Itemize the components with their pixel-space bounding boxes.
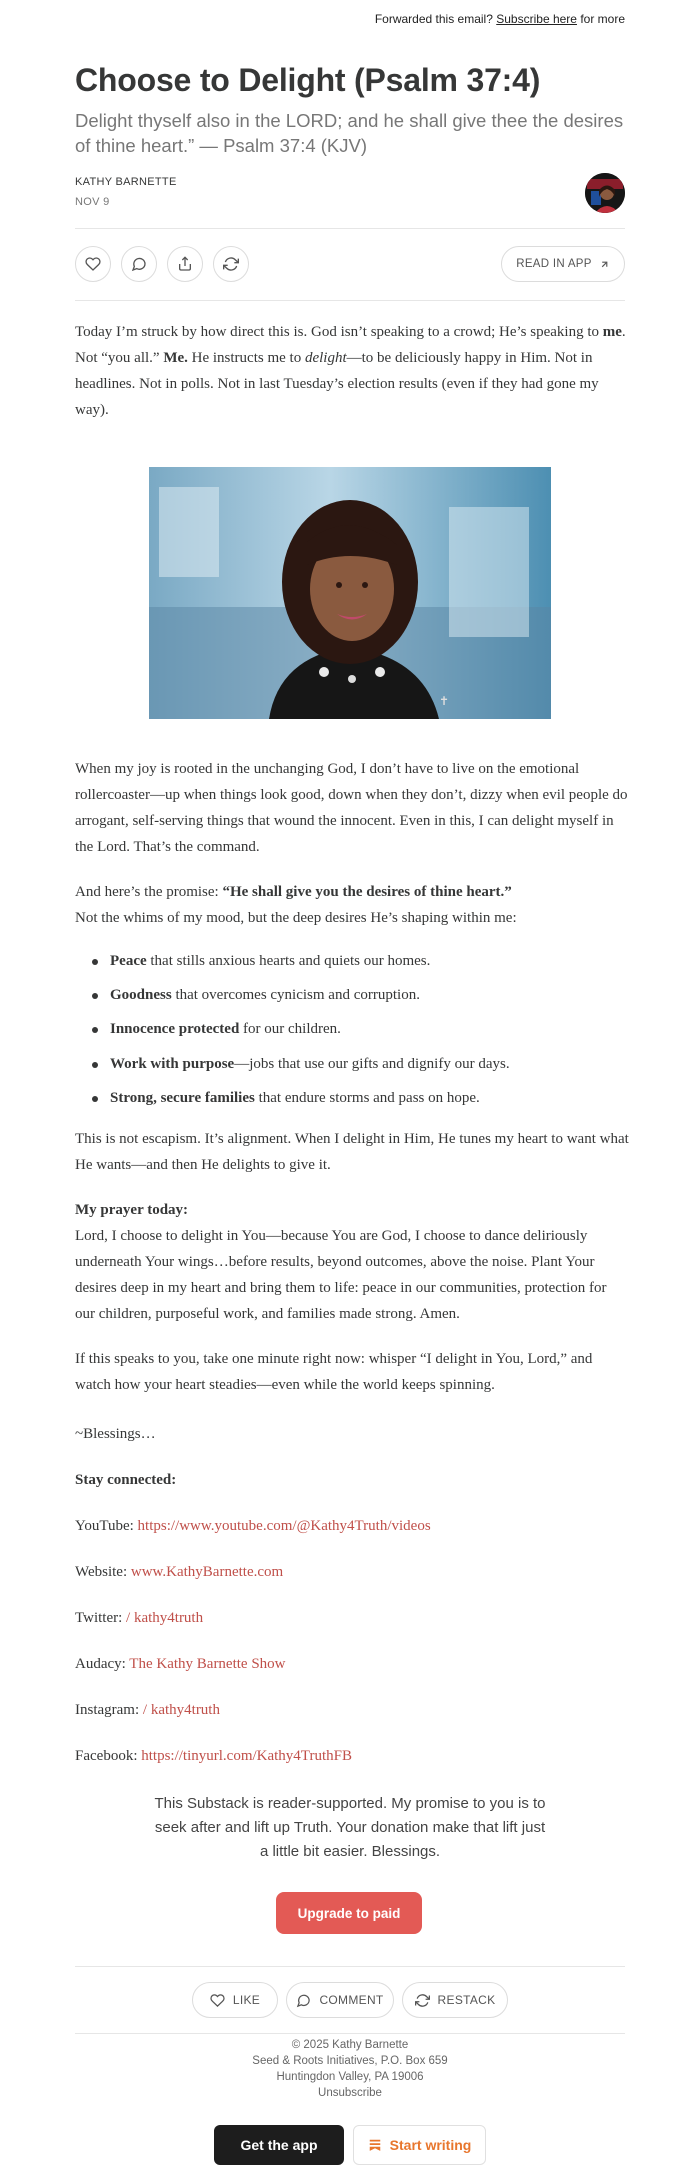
blessings-text: ~Blessings… [75,1426,156,1442]
like-button[interactable] [192,1982,278,2018]
list-item [92,948,622,982]
website-link[interactable]: www.KathyBarnette.com [130,1564,284,1580]
list-item [92,1051,622,1085]
restack-icon-button[interactable] [213,246,249,282]
promise-text-a: And here’s the promise: [75,884,223,900]
paragraph-joy [75,756,630,860]
header-divider [75,228,625,229]
link-audacy-row [75,1651,630,1677]
list-item-bold: Innocence protected [110,1021,240,1038]
stay-connected-heading [75,1467,630,1493]
promise-quote: “He shall give you the desires of thine heart.” [222,884,512,900]
like-label: LIKE [232,1993,261,2007]
post-subtitle: Delight thyself also in the LORD; and he shall give thee the desires of thine heart.” — Psalm 37:4 (KJV) [75,110,624,156]
link-label: Website: [75,1564,131,1580]
author-avatar[interactable] [585,173,625,213]
list-item-bold: Peace [110,953,147,969]
start-writing-button[interactable] [353,2125,486,2165]
share-icon [177,256,193,272]
paragraph-prayer [75,1197,630,1327]
list-item-text: that overcomes cynicism and corruption. [171,987,420,1004]
intro-text-c: He instructs me to [187,350,305,366]
restack-icon [415,1993,430,2008]
comment-label: COMMENT [319,1993,384,2007]
prayer-text: Lord, I choose to delight in You—because You are God, I choose to dance deliriously underneath Your wings…before results, beyond outcomes, above the noise. Plant Your desires deep in my heart and bring them to life: peace in our communities, protection for our children, purposeful work, and families made strong. Amen. [75,1228,607,1322]
paragraph-promise [75,879,630,931]
comment-icon-button[interactable] [121,246,157,282]
support-divider [75,1966,625,1967]
for-more-text: for more [580,12,625,26]
whisper-text: If this speaks to you, take one minute right now: whisper “I delight in You, Lord,” and watch how your heart steadies—even while the world keeps spinning. [75,1351,593,1393]
link-label: Instagram: [75,1702,143,1718]
heart-icon [85,256,101,272]
joy-text: When my joy is rooted in the unchanging God, I don’t have to live on the emotional rollercoaster—up when things look good, down when they don’t, dizzy when evil people do arrogant, self-serving things that wound the innocent. Even in this, I can delight myself in the Lord. That’s the command. [75,761,628,855]
unsubscribe-link[interactable]: Unsubscribe [318,2087,382,2099]
paragraph-alignment [75,1126,630,1178]
youtube-link[interactable]: https://www.youtube.com/@Kathy4Truth/videos [137,1518,431,1534]
like-icon-button[interactable] [75,246,111,282]
link-youtube-row [75,1513,630,1539]
instagram-link[interactable]: / kathy4truth [142,1702,220,1718]
intro-me: me [602,324,622,340]
link-label: Audacy: [75,1656,130,1672]
footer-address-2: Huntingdon Valley, PA 19006 [276,2071,424,2083]
list-item [92,982,622,1016]
post-date: NOV 9 [75,196,110,208]
facebook-link[interactable]: https://tinyurl.com/Kathy4TruthFB [141,1748,352,1764]
list-item [92,1085,622,1119]
intro-me-bold: Me. [163,350,188,366]
intro-text-d: —to be deliciously happy in Him. Not in headlines. Not in polls. Not in last Tuesday’s election results (even if they had gone my way). [75,350,599,418]
list-item-text: for our children. [239,1021,341,1038]
list-item-bold: Work with purpose [110,1055,235,1072]
paragraph-intro [75,319,630,423]
intro-delight: delight [304,350,347,366]
promise-text-b: Not the whims of my mood, but the deep desires He’s shaping within me: [75,910,517,926]
restack-button[interactable] [402,1982,508,2018]
prayer-heading: My prayer today: [75,1202,189,1218]
portrait-image [149,467,551,719]
support-text: This Substack is reader-supported. My promise to you is to seek after and lift up Truth. Your donation make that lift just a little bit easier. Blessings. [154,1795,546,1860]
start-writing-label: Start writing [389,2137,472,2153]
author-name[interactable]: KATHY BARNETTE [75,176,177,188]
link-facebook-row [75,1743,630,1769]
blessings-line [75,1421,630,1447]
actions-divider [75,2033,625,2034]
arrow-up-right-icon [599,259,610,270]
comment-button[interactable] [286,1982,394,2018]
hero-photo[interactable] [149,467,551,719]
comment-icon [131,256,147,272]
intro-text-a: Today I’m struck by how direct this is. God isn’t speaking to a crowd; He’s speaking to [75,324,603,340]
avatar-image [585,173,625,213]
footer [150,2037,550,2101]
link-twitter-row [75,1605,630,1631]
list-item [92,1016,622,1050]
audacy-link[interactable]: The Kathy Barnette Show [129,1656,286,1672]
post-title[interactable]: Choose to Delight (Psalm 37:4) [75,62,541,98]
heart-icon [210,1993,225,2008]
link-instagram-row [75,1697,630,1723]
substack-logo-icon [368,2138,382,2152]
list-item-text: —jobs that use our gifts and dignify our days. [234,1055,510,1072]
restack-label: RESTACK [437,1993,496,2007]
alignment-text: This is not escapism. It’s alignment. When I delight in Him, He tunes my heart to want what He wants—and then He delights to give it. [75,1131,629,1173]
link-label: Twitter: [75,1610,127,1626]
list-item-bold: Goodness [110,987,172,1004]
footer-copyright: © 2025 Kathy Barnette [291,2039,409,2051]
upgrade-to-paid-button[interactable]: Upgrade to paid [276,1892,422,1934]
link-label: Facebook: [75,1748,142,1764]
share-icon-button[interactable] [167,246,203,282]
stay-connected-text: Stay connected: [75,1472,177,1488]
twitter-link[interactable]: / kathy4truth [126,1610,204,1626]
subscribe-link[interactable]: Subscribe here [496,12,577,26]
comment-icon [296,1993,311,2008]
restack-icon [223,256,239,272]
svg-text:✝: ✝ [439,694,450,708]
read-in-app-button[interactable] [501,246,625,282]
desires-list [92,948,622,1119]
toolbar-divider [75,300,625,301]
link-website-row [75,1559,630,1585]
forwarded-text: Forwarded this email? [374,12,493,26]
list-item-text: that endure storms and pass on hope. [254,1089,480,1106]
intro-text-b: . Not “you all.” [75,324,626,366]
read-in-app-label: READ IN APP [516,258,592,270]
link-label: YouTube: [75,1518,138,1534]
forwarded-note [375,12,625,26]
list-item-text: that stills anxious hearts and quiets our homes. [146,953,431,969]
footer-address-1: Seed & Roots Initiatives, P.O. Box 659 [252,2055,448,2067]
list-item-bold: Strong, secure families [110,1089,255,1106]
paragraph-whisper [75,1346,630,1398]
get-the-app-button[interactable]: Get the app [214,2125,344,2165]
